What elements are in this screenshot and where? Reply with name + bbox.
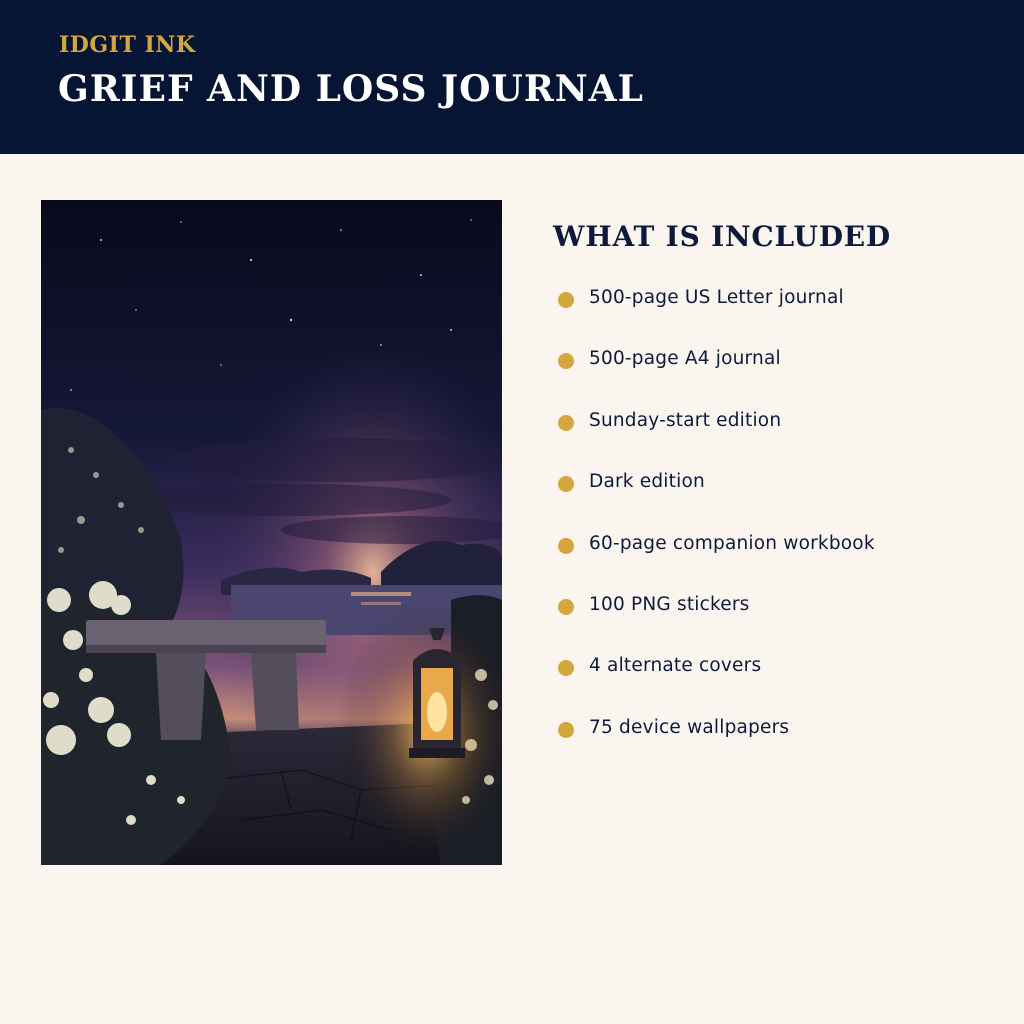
night-garden-illustration <box>41 200 502 865</box>
bullet-icon <box>558 353 574 369</box>
list-item <box>558 593 875 654</box>
page-title: GRIEF AND LOSS JOURNAL <box>58 68 644 110</box>
item-label: 60-page companion workbook <box>589 532 875 554</box>
item-label: 100 PNG stickers <box>589 593 750 615</box>
brand-name: IDGIT INK <box>59 32 196 58</box>
item-label: 75 device wallpapers <box>589 716 790 738</box>
item-label: 500-page A4 journal <box>589 348 781 370</box>
header-banner <box>0 0 1024 154</box>
item-label: 500-page US Letter journal <box>589 287 844 308</box>
bullet-icon <box>558 660 574 676</box>
list-item <box>558 654 875 715</box>
bullet-icon <box>558 476 574 492</box>
bullet-icon <box>558 538 574 554</box>
bullet-icon <box>558 292 574 308</box>
bullet-icon <box>558 722 574 738</box>
list-item <box>558 470 875 531</box>
list-item <box>558 409 875 470</box>
bullet-icon <box>558 599 574 615</box>
list-item <box>558 716 875 777</box>
list-item <box>558 286 875 347</box>
list-item <box>558 532 875 593</box>
included-list <box>558 286 875 777</box>
item-label: 4 alternate covers <box>589 655 762 677</box>
item-label: Sunday-start edition <box>589 409 782 431</box>
cover-image <box>41 200 502 865</box>
item-label: Dark edition <box>589 471 705 493</box>
list-item <box>558 347 875 408</box>
included-title: WHAT IS INCLUDED <box>553 220 891 253</box>
bullet-icon <box>558 415 574 431</box>
